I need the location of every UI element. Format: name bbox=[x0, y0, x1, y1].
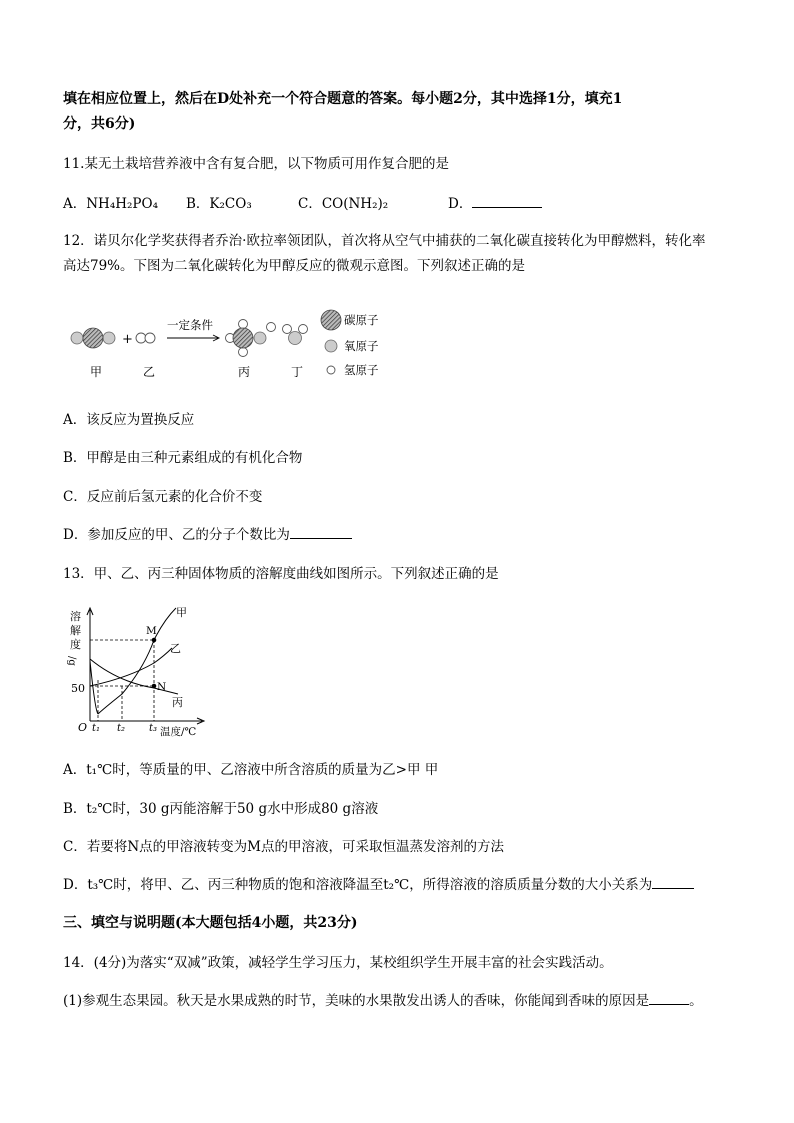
q12-stem-line-1: 12．诺贝尔化学奖获得者乔治·欧拉率领团队，首次将从空气中捕获的二氧化碳直接转化为甲醇燃料，转化率 bbox=[63, 233, 706, 249]
curve-bing-label: 丙 bbox=[172, 696, 183, 709]
point-m bbox=[152, 638, 157, 643]
legend-oxygen: 氧原子 bbox=[344, 339, 379, 353]
curve-yi-label: 乙 bbox=[170, 642, 181, 655]
q13-stem: 13．甲、乙、丙三种固体物质的溶解度曲线如图所示。下列叙述正确的是 bbox=[63, 566, 499, 582]
q11-option-d bbox=[448, 194, 542, 214]
instruction-line-2: 分，共6分) bbox=[63, 116, 136, 132]
y-axis-label-char-2: 解 bbox=[70, 624, 81, 637]
answer-blank[interactable] bbox=[472, 207, 542, 208]
q14-sub-1-end: 。 bbox=[689, 993, 703, 1009]
q12-option-a: A．该反应为置换反应 bbox=[63, 412, 195, 428]
y-axis-unit: /g bbox=[66, 656, 77, 666]
q11-option-c: C．CO(NH₂)₂ bbox=[298, 196, 389, 212]
q14-sub-1-text: (1)参观生态果园。秋天是水果成熟的时节，美味的水果散发出诱人的香味，你能闻到香味的原因是 bbox=[63, 993, 650, 1009]
q14-stem: 14．(4分)为落实“双减”政策，减轻学生学习压力，某校组织学生开展丰富的社会实践活动。 bbox=[63, 955, 613, 971]
q12-option-c: C．反应前后氢元素的化合价不变 bbox=[63, 489, 263, 505]
q12-option-d-label: D．参加反应的甲、乙的分子个数比为 bbox=[63, 527, 290, 543]
reaction-condition: 一定条件 bbox=[167, 318, 213, 332]
y-tick-50: 50 bbox=[71, 682, 85, 695]
x-axis-label: 温度/℃ bbox=[160, 726, 197, 738]
q13-option-a: A．t₁℃时，等质量的甲、乙溶液中所含溶质的质量为乙>甲 甲 bbox=[63, 762, 439, 778]
answer-blank[interactable] bbox=[652, 888, 694, 889]
q13-option-c: C．若要将N点的甲溶液转变为M点的甲溶液，可采取恒温蒸发溶剂的方法 bbox=[63, 839, 504, 855]
legend-carbon: 碳原子 bbox=[344, 313, 379, 327]
h2-molecule bbox=[136, 333, 155, 343]
hydrogen-atom-icon bbox=[327, 366, 335, 374]
water-molecule bbox=[283, 325, 308, 345]
curve-jia bbox=[98, 608, 176, 714]
legend-hydrogen: 氢原子 bbox=[344, 363, 379, 377]
oxygen-atom-icon bbox=[325, 340, 337, 352]
q13-option-d bbox=[63, 875, 694, 895]
methanol-molecule bbox=[226, 320, 276, 357]
co2-molecule bbox=[71, 328, 115, 348]
section-title: 三、填空与说明题(本大题包括4小题，共23分) bbox=[63, 915, 358, 931]
y-axis-label-char-1: 溶 bbox=[70, 610, 81, 623]
label-yi: 乙 bbox=[143, 365, 156, 379]
point-n bbox=[152, 684, 157, 689]
q12-stem-line-2: 高达79%。下图为二氧化碳转化为甲醇反应的微观示意图。下列叙述正确的是 bbox=[63, 258, 526, 274]
curve-jia-left bbox=[90, 661, 98, 714]
point-n-label: N bbox=[157, 681, 167, 693]
q11-option-a: A．NH₄H₂PO₄ bbox=[63, 196, 158, 212]
answer-blank[interactable] bbox=[290, 538, 352, 539]
reaction-diagram bbox=[60, 300, 400, 385]
answer-blank[interactable] bbox=[649, 1004, 689, 1005]
guide-lines bbox=[90, 640, 154, 721]
x-tick-t2: t₂ bbox=[117, 723, 126, 734]
q12-option-d bbox=[63, 525, 352, 545]
solubility-graph bbox=[62, 602, 212, 742]
carbon-atom-icon bbox=[321, 310, 341, 330]
plus-sign: + bbox=[122, 332, 133, 347]
q13-option-d-label: D．t₃℃时，将甲、乙、丙三种物质的饱和溶液降温至t₂℃，所得溶液的溶质质量分数的大小关系为 bbox=[63, 877, 653, 893]
q14-sub-1 bbox=[63, 991, 703, 1011]
y-axis-label-char-3: 度 bbox=[70, 638, 81, 651]
q11-stem: 11.某无土栽培营养液中含有复合肥，以下物质可用作复合肥的是 bbox=[63, 156, 449, 172]
q13-option-b: B．t₂℃时，30 g丙能溶解于50 g水中形成80 g溶液 bbox=[63, 801, 379, 817]
q11-option-b: B．K₂CO₃ bbox=[186, 196, 252, 212]
x-tick-t1: t₁ bbox=[92, 723, 101, 734]
label-ding: 丁 bbox=[291, 365, 304, 379]
q12-option-b: B．甲醇是由三种元素组成的有机化合物 bbox=[63, 450, 303, 466]
x-tick-t3: t₃ bbox=[149, 723, 158, 734]
label-bing: 丙 bbox=[238, 365, 251, 379]
q11-option-d-label: D． bbox=[448, 196, 473, 212]
instruction-line-1: 填在相应位置上，然后在D处补充一个符合题意的答案。每小题2分，其中选择1分，填充1 bbox=[63, 91, 623, 107]
origin-label: O bbox=[78, 721, 88, 734]
curve-jia-label: 甲 bbox=[176, 606, 187, 619]
point-m-label: M bbox=[146, 625, 157, 637]
reaction-arrow bbox=[167, 335, 219, 341]
label-jia: 甲 bbox=[90, 365, 103, 379]
